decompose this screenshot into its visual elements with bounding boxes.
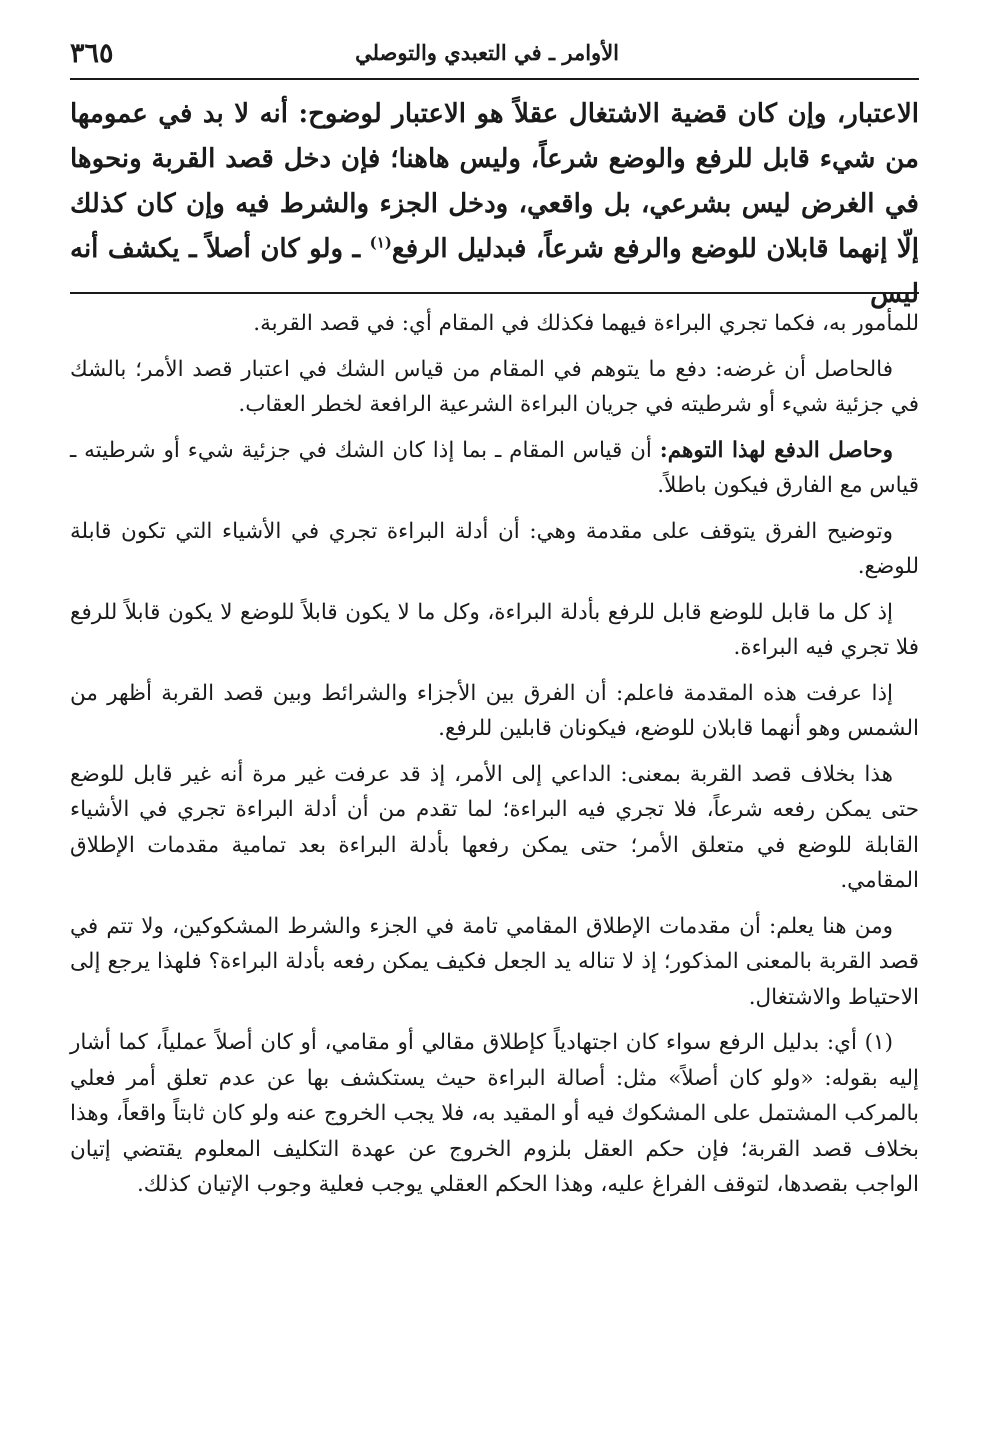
separator-rule [70,292,919,294]
main-text-line: الغرض ليس بشرعي، بل واقعي، ودخل الجزء والشرط فيه وإن كان كذلك إلّا إنهما [70,189,919,264]
commentary-block [70,306,919,1213]
main-text-line: من شيء قابل للرفع والوضع شرعاً، وليس هاهنا؛ فإن دخل قصد القربة ونحوها في [70,144,919,219]
main-text-line: ـ ولو كان أصلاً ـ يكشف أنه ليس [70,234,919,309]
paragraph-body: أن قياس المقام ـ بما إذا كان الشك في جزئية شيء أو شرطيته ـ قياس مع الفارق فيكون باطلاً. [70,437,919,498]
main-text-line: قابلان للوضع والرفع شرعاً، فبدليل الرفع [391,234,829,264]
commentary-paragraph: إذ كل ما قابل للوضع قابل للرفع بأدلة البراءة، وكل ما لا يكون قابلاً للوضع لا يكون قابلاً للرفع فلا تجري فيه البراءة. [70,599,919,660]
page-header [70,38,919,80]
commentary-paragraph: وتوضيح الفرق يتوقف على مقدمة وهي: أن أدلة البراءة تجري في الأشياء التي تكون قابلة للوضع. [70,518,919,579]
commentary-paragraph [70,433,919,504]
commentary-paragraph: إذا عرفت هذه المقدمة فاعلم: أن الفرق بين الأجزاء والشرائط وبين قصد القربة أظهر من الشمس وهو أنهما قابلان للوضع، فيكونان قابلين للرفع. [70,680,919,741]
commentary-paragraph: هذا بخلاف قصد القربة بمعنى: الداعي إلى الأمر، إذ قد عرفت غير مرة أنه غير قابل للوضع حتى يمكن رفعه شرعاً، فلا تجري فيه البراءة؛ لما تقدم من أن أدلة البراءة تجري في الأشياء القابلة للوضع في متعلق الأمر؛ حتى يمكن رفعها بأدلة البراءة بعد تمامية مقدمات الإطلاق المقامي. [70,761,919,893]
main-text-line: الاعتبار، وإن كان قضية الاشتغال عقلاً هو الاعتبار لوضوح: أنه لا بد في عمومها [70,99,919,129]
main-text-block [70,92,919,317]
footnote-reference: (١) [369,233,392,252]
paragraph-lead: وحاصل الدفع لهذا التوهم: [659,437,894,463]
footnote: (١) أي: بدليل الرفع سواء كان اجتهادياً كإطلاق مقالي أو مقامي، أو كان أصلاً عملياً، كما أشار إليه بقوله: «ولو كان أصلاً» مثل: أصالة البراءة حيث يستكشف بها عن عدم تعلق أمر فعلي بالمركب المشتمل على المشكوك فيه أو المقيد به، فلا يجب الخروج عنه ولو كان ثابتاً واقعاً، وهذا بخلاف قصد القربة؛ فإن حكم العقل بلزوم الخروج عن عهدة التكليف المعلوم يقتضي إتيان الواجب بقصدها، لتوقف الفراغ عليه، وهذا الحكم العقلي يوجب فعلية وجوب الإتيان كذلك. [70,1030,919,1197]
page-number: ٣٦٥ [70,38,114,69]
commentary-paragraph: فالحاصل أن غرضه: دفع ما يتوهم في المقام من قياس الشك في اعتبار قصد الأمر؛ بالشك في جزئية شيء أو شرطيته في جريان البراءة الشرعية الرافعة لخطر العقاب. [70,356,919,417]
running-title: الأوامر ـ في التعبدي والتوصلي [355,40,619,65]
commentary-paragraph: ومن هنا يعلم: أن مقدمات الإطلاق المقامي تامة في الجزء والشرط المشكوكين، ولا تتم في قصد القربة بالمعنى المذكور؛ إذ لا تناله يد الجعل فكيف يمكن رفعه بأدلة البراءة؟ فلهذا يرجع إلى الاحتياط والاشتغال. [70,913,919,1010]
commentary-paragraph: للمأمور به، فكما تجري البراءة فيهما فكذلك في المقام أي: في قصد القربة. [253,311,919,336]
